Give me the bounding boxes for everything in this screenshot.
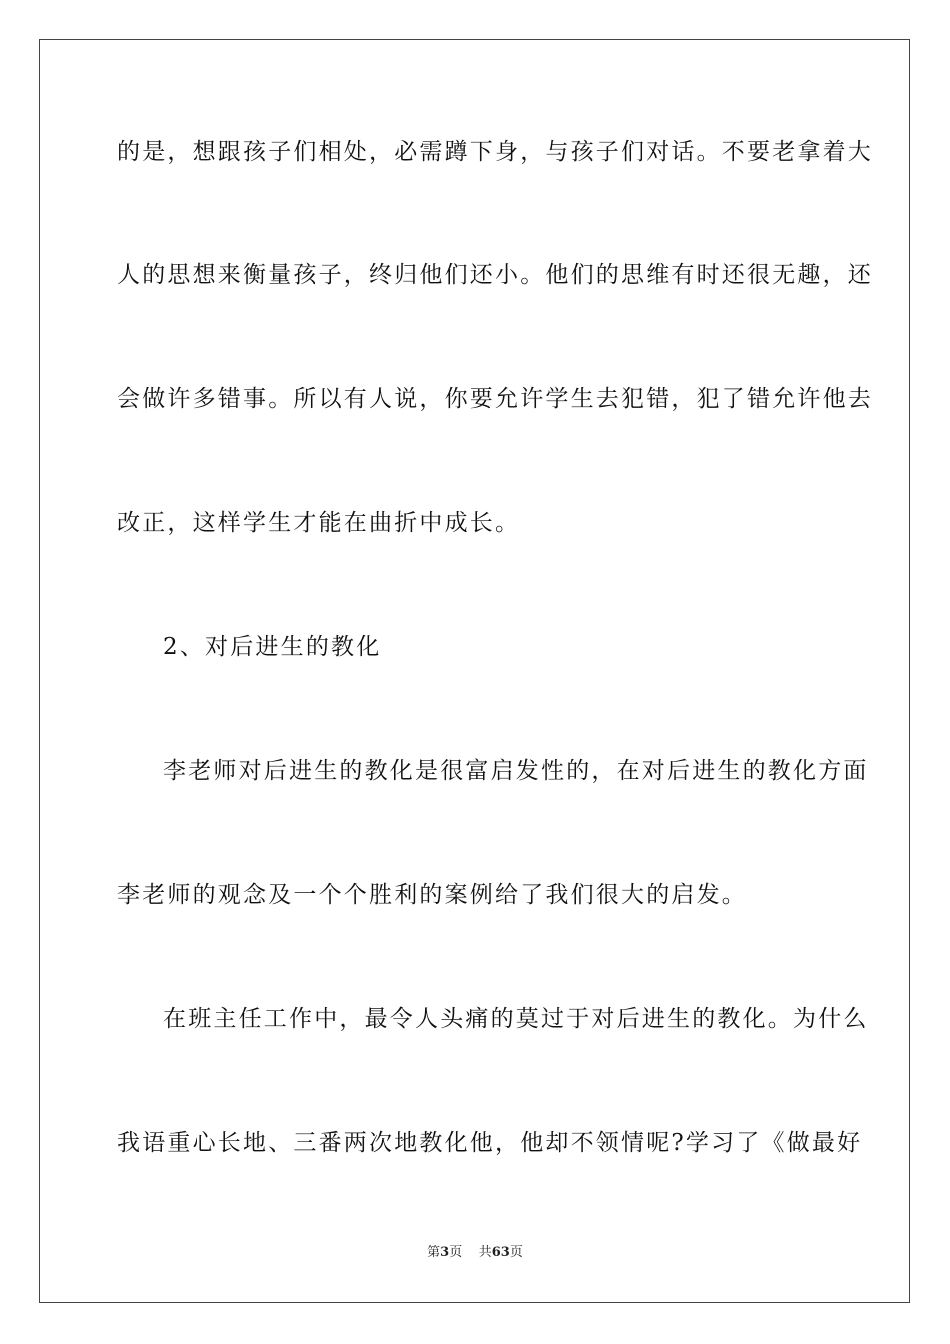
page-footer bbox=[0, 1245, 950, 1261]
body-text-line-7: 在班主任工作中，最令人头痛的莫过于对后进生的教化。为什么 bbox=[163, 1006, 869, 1032]
body-text-line-3: 会做许多错事。所以有人说，你要允许学生去犯错，犯了错允许他去 bbox=[117, 386, 873, 412]
body-text-line-8: 我语重心长地、三番两次地教化他，他却不领情呢?学习了《做最好 bbox=[117, 1130, 863, 1156]
footer-page-number: 3 bbox=[440, 1245, 450, 1260]
footer-page-prefix: 第 bbox=[427, 1245, 441, 1260]
body-text-line-6: 李老师的观念及一个个胜利的案例给了我们很大的启发。 bbox=[117, 882, 747, 908]
page-border bbox=[39, 39, 910, 1303]
footer-total-prefix: 共 bbox=[478, 1245, 492, 1260]
body-text-line-4: 改正，这样学生才能在曲折中成长。 bbox=[117, 510, 521, 536]
footer-total-pages: 63 bbox=[491, 1245, 510, 1260]
body-text-line-2: 人的思想来衡量孩子，终归他们还小。他们的思维有时还很无趣，还 bbox=[117, 262, 873, 288]
body-text-line-1: 的是，想跟孩子们相处，必需蹲下身，与孩子们对话。不要老拿着大 bbox=[117, 139, 873, 165]
footer-page-suffix: 页 bbox=[449, 1245, 463, 1260]
body-text-line-5: 李老师对后进生的教化是很富启发性的，在对后进生的教化方面 bbox=[163, 758, 869, 784]
footer-total-suffix: 页 bbox=[509, 1245, 523, 1260]
section-heading: 2、对后进生的教化 bbox=[163, 634, 382, 660]
